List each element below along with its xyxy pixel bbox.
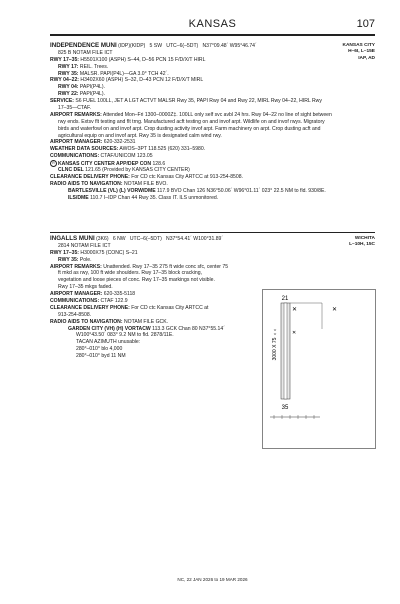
info-text: 280°–010° byd 11 NM <box>76 353 126 360</box>
state-title: KANSAS <box>188 18 237 30</box>
info-line <box>50 250 375 257</box>
info-key: CLEARANCE DELIVERY PHONE: <box>50 304 130 311</box>
info-text: S6 FUEL 100LL, JET A LGT ACTVT MALSR Rwy 35, PAPI Rwy 04 and Rwy 22, MIRL Rwy 04–22, HIRL Rwy <box>73 98 322 105</box>
info-text: PAPI(P4L). <box>78 91 105 98</box>
remarks-text: Attended Mon–Fri 1300–0000Z‡. 100LL only self svc avbl 24 hrs. Rwy 04–22 no line of sight between <box>101 111 332 118</box>
info-key: RWY 04–22: <box>50 77 79 84</box>
remarks-key: AIRPORT REMARKS: <box>50 111 102 118</box>
elevation-line: 2814 NOTAM FILE ICT <box>58 242 111 249</box>
info-line <box>50 71 375 78</box>
info-key: RWY 35: <box>58 256 79 263</box>
page-header <box>50 18 375 32</box>
airport-utc: UTC–6(–5DT) <box>129 236 162 242</box>
airport-name: INGALLS MUNI <box>50 235 95 242</box>
info-line <box>50 195 375 202</box>
info-text: 110.7 I–IDP Chan 44 Rwy 35. Class IT. ILS unmonitored. <box>88 194 219 201</box>
info-line <box>50 77 375 84</box>
info-line <box>50 257 375 264</box>
remarks-line: birds and waterfowl on and invof arpt. Crop dusting activity invof arpt. Farm machinery on arpt. Crop dusting acft and <box>58 125 321 132</box>
info-line <box>50 105 375 112</box>
obstruction-x: ✕ <box>292 307 298 313</box>
airport-utc: UTC–6(–5DT) <box>166 43 199 49</box>
header-rule <box>50 34 375 36</box>
info-key: COMMUNICATIONS: <box>50 153 100 160</box>
info-line <box>50 153 375 160</box>
info-line <box>50 160 375 167</box>
chart-refs: L–10H, 15C <box>349 242 375 248</box>
info-line <box>50 174 375 181</box>
runway-length: 3000 X 75 <box>272 337 278 361</box>
runway-centerline <box>284 303 287 399</box>
airport-entry-independence <box>50 43 375 201</box>
info-key: RWY 17: <box>58 63 79 70</box>
remarks-line <box>50 264 375 271</box>
info-text: REIL. Trees. <box>78 63 109 70</box>
info-line <box>50 188 375 195</box>
info-line <box>50 91 375 98</box>
runway-end-35: 35 <box>281 405 289 411</box>
obstruction-x: ✕ <box>292 330 297 336</box>
info-text: Pole. <box>78 256 92 263</box>
info-key: RWY 04: <box>58 84 79 91</box>
region-name: KANSAS CITY <box>342 43 375 48</box>
info-key: AIRPORT MANAGER: <box>50 291 103 298</box>
info-key: GARDEN CITY (VH) (H) VORTACW <box>68 325 151 332</box>
iap-ref: IAP, AD <box>358 55 375 61</box>
remarks-key: AIRPORT REMARKS: <box>50 263 102 270</box>
radar-icon: R <box>50 160 57 167</box>
info-key: COMMUNICATIONS: <box>50 298 100 305</box>
elevation-line: 825 B NOTAM FILE ICT <box>58 49 113 56</box>
info-text: H3000X75 (CONC) S–21 <box>78 249 138 256</box>
runway-end-21: 21 <box>281 296 289 302</box>
airport-ident: (3K6) <box>96 236 109 242</box>
info-text: CTAF/UNICOM 123.05 <box>99 153 153 160</box>
trees-symbol <box>274 329 276 335</box>
info-line <box>50 146 375 153</box>
page-footer: NC, 22 JAN 2026 to 19 MAR 2026 <box>177 577 248 582</box>
info-text: 620-332-2531 <box>102 139 136 146</box>
chart-refs: H–6I, L–15E <box>348 49 375 55</box>
obstruction-x: ✕ <box>332 307 338 313</box>
info-key: SERVICE: <box>50 98 74 105</box>
remarks-text: Unattended. Rwy 17–35 275 ft wide conc sfc, center 75 <box>101 263 229 270</box>
info-text: 113.3 GCK Chan 80 N37°55.14´ <box>150 325 225 332</box>
airport-header-line <box>50 43 375 50</box>
info-text: 17–35—CTAF. <box>58 105 92 112</box>
remarks-line: Rwy 17–35 mkgs faded. <box>58 284 113 291</box>
info-key: BARTLESVILLE (VL) (L) VORW/DME <box>68 187 156 194</box>
region-name: WICHITA <box>354 236 375 241</box>
info-key: RWY 22: <box>58 91 79 98</box>
info-text: 913-254-8508. <box>58 311 92 318</box>
remarks-line: ft mkd as rwy, 100 ft wide shoulders. Rwy 17–35 block cracking, <box>58 270 203 277</box>
airport-diagram <box>262 289 376 449</box>
info-text: 121.65 (Provided by KANSAS CITY CENTER) <box>83 167 190 174</box>
info-text: 620-335-5118 <box>102 291 136 298</box>
info-text: 280°–010° blo 4,000 <box>76 346 123 353</box>
info-line <box>50 181 375 188</box>
airport-location: 5 SW <box>149 43 163 49</box>
info-key: AIRPORT MANAGER: <box>50 139 103 146</box>
info-text: CTAF 122.9 <box>99 298 128 305</box>
info-line <box>50 64 375 71</box>
airport-ident: (IDP)(KIDP) <box>118 43 146 49</box>
info-line <box>50 57 375 64</box>
remarks-line: vegetation and loose pieces of conc. Rwy 17–35 markings not visible. <box>58 277 215 284</box>
info-key: RWY 17–35: <box>50 249 79 256</box>
info-text: H5501X100 (ASPH) S–44, D–56 PCN 15 F/D/X/T HIRL <box>78 56 206 63</box>
info-key: ILS/DME <box>68 194 89 201</box>
info-text: AWOS–3PT 118.525 (620) 331–5980. <box>118 146 206 153</box>
info-text: For CD ctc Kansas City ARTCC at <box>129 304 209 311</box>
info-text: PAPI(P4L). <box>78 84 105 91</box>
info-text: W100°43.50´ 083° 9.2 NM to fld. 2878/11E. <box>76 332 174 339</box>
info-text: 128.6 <box>151 160 166 167</box>
info-text: MALSR. PAPI(P4L)—GA 3.0° TCH 42´. <box>78 70 169 77</box>
remarks-line <box>50 112 375 119</box>
info-line <box>50 84 375 91</box>
info-key: CLEARANCE DELIVERY PHONE: <box>50 173 130 180</box>
airport-name: INDEPENDENCE MUNI <box>50 42 117 49</box>
info-text: For CD ctc Kansas City ARTCC at 913-254-8508. <box>129 173 243 180</box>
page-number: 107 <box>356 18 375 30</box>
info-text: NOTAM FILE BVO. <box>122 180 168 187</box>
info-line <box>50 139 375 146</box>
info-text: NOTAM FILE GCK. <box>122 318 169 325</box>
info-line <box>50 167 375 174</box>
airport-header-line <box>50 236 375 243</box>
info-key: RWY 35: <box>58 70 79 77</box>
info-key: WEATHER DATA SOURCES: <box>50 146 119 153</box>
info-key: RADIO AIDS TO NAVIGATION: <box>50 180 123 187</box>
remarks-line: agricultural equip on and invof arpt. Rwy 35 is designated calm wind rwy. <box>58 132 222 139</box>
info-text: 117.9 BVO Chan 126 N36°50.06´ W96°01.11´ 023° 22.5 NM to fld. 930/8E. <box>155 187 326 194</box>
info-key: KANSAS CITY CENTER APP/DEP CON <box>58 160 152 167</box>
info-key: RADIO AIDS TO NAVIGATION: <box>50 318 123 325</box>
remarks-line: rwy ends. Extsv flt testing and flt trng. Manufactured acft testing on and invof arpt. Wildlife on and invof rwys. Migratory <box>58 118 325 125</box>
entry-divider <box>50 232 375 233</box>
diagram-frame <box>263 290 376 449</box>
info-key: CLNC DEL <box>58 167 84 174</box>
info-text: TACAN AZIMUTH unusable: <box>76 339 141 346</box>
info-key: RWY 17–35: <box>50 56 79 63</box>
airport-coords: N37°54.41´ W100°31.89´ <box>166 236 224 242</box>
airport-location: 6 NW <box>112 236 126 242</box>
airport-coords: N37°09.48´ W95°46.74´ <box>202 43 257 49</box>
info-line <box>50 98 375 105</box>
info-text: H3402X60 (ASPH) S–32, D–43 PCN 12 F/D/X/T MIRL <box>78 77 204 84</box>
